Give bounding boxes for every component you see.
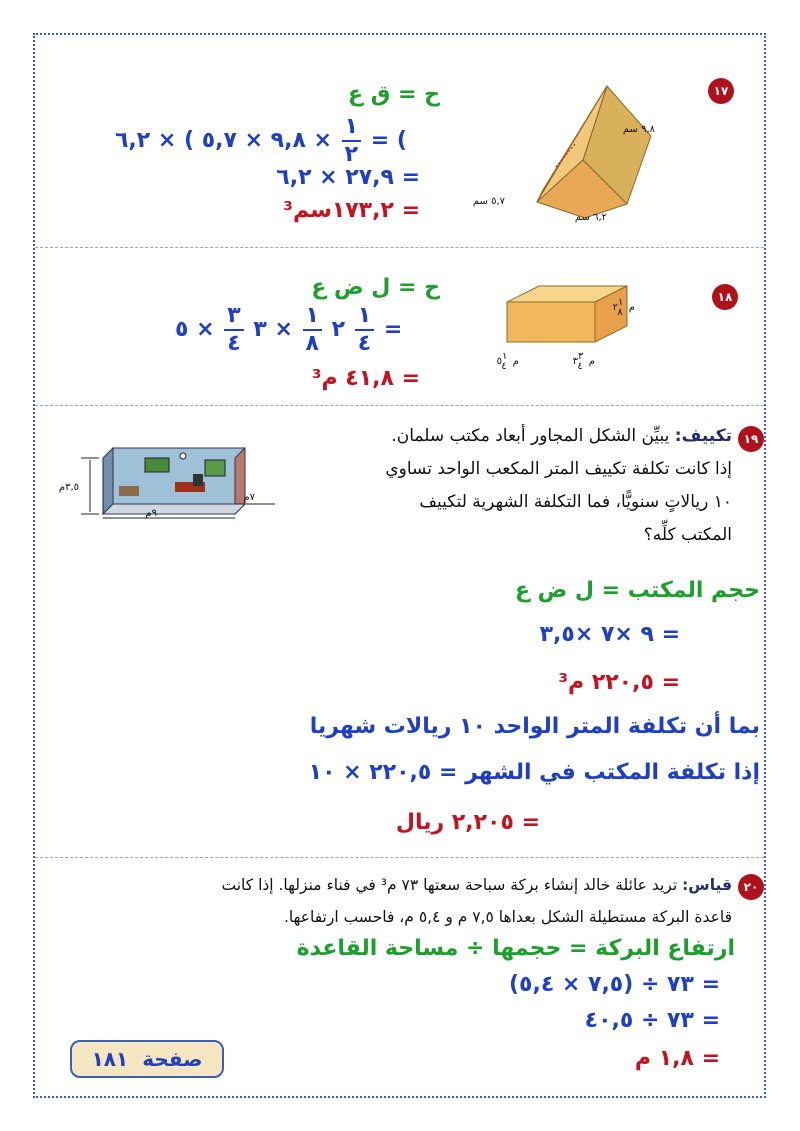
q20-line-1 (110, 869, 732, 902)
q19-sol-4: بما أن تكلفة المتر الواحد ١٠ ريالات شهريا (309, 714, 760, 739)
q19-sol-1: حجم المكتب = ل ض ع (514, 578, 760, 603)
prism-height-label: ٩,٨ سم (622, 124, 655, 135)
q17-half-fraction (342, 116, 361, 166)
q18-formula: ح = ل ض ع (311, 275, 440, 300)
separator-3 (35, 857, 764, 858)
page-label: صفحة (142, 1047, 203, 1071)
room-width-label: ٩م (145, 508, 157, 519)
triangular-prism-figure (472, 78, 675, 223)
q17-frac-num: ١ (342, 116, 361, 142)
page-number-box (70, 1040, 224, 1078)
q19-line-3: ١٠ ريالاتٍ سنويًّا، فما التكلفة الشهرية لتكييف (419, 492, 732, 512)
q17-line2: = ٢٧,٩ × ٦,٢ (276, 165, 420, 190)
q17-line1 (115, 116, 415, 166)
q17-frac-den: ٢ (344, 142, 359, 167)
q20-sol-4: = ١,٨ م (634, 1046, 720, 1071)
rectangular-prism-figure (495, 280, 695, 375)
question-20-number: ٢٠ (743, 880, 759, 894)
q20-title: قياس: (682, 876, 732, 894)
question-19-badge (738, 426, 764, 452)
q19-line-1 (320, 420, 732, 453)
room-height-label: ٣,٥م (58, 482, 79, 493)
q19-line-4: المكتب كلِّه؟ (643, 525, 732, 545)
q20-sol-1: ارتفاع البركة = حجمها ÷ مساحة القاعدة (296, 936, 735, 961)
q17-line1-head: = ( (370, 128, 407, 153)
question-17-badge (708, 78, 734, 104)
q20-sol-2: = ٧٣ ÷ (٧,٥ × ٥,٤) (508, 972, 720, 997)
room-depth-label: ٧م (243, 492, 255, 503)
q19-text-1: يبيِّن الشكل المجاور أبعاد مكتب سلمان. (391, 426, 670, 446)
q17-line3: = ١٧٣,٢سم³ (283, 198, 420, 223)
prism-length-label: ٦,٢ سم (574, 212, 607, 223)
q19-title: تكييف: (674, 426, 732, 446)
question-20-badge (738, 874, 764, 900)
q17-line1-tail: × ٩,٨ × ٥,٧ ) × ٦,٢ (115, 128, 332, 153)
question-18-badge (712, 284, 738, 310)
separator-1 (35, 247, 764, 248)
separator-2 (35, 405, 764, 406)
q18-line2: ٢ $\frac{١}{٨}$ × ٣ $\frac{٣}{٤}$ × ٥ $\frac{١}{٤}$ = (175, 303, 403, 356)
box-length-label: م٥١ ٤ (496, 351, 519, 372)
q17-formula: ح = ق ع (348, 82, 440, 107)
prism-width-label: ٥,٧ سم (472, 196, 505, 207)
q20-line-2: قاعدة البركة مستطيلة الشكل بعداها ٧,٥ م و ٥,٤ م، فاحسب ارتفاعها. (283, 908, 732, 926)
question-19-number: ١٩ (743, 432, 759, 446)
q20-sol-3: = ٧٣ ÷ ٤٠,٥ (584, 1008, 720, 1033)
q19-sol-6: = ٢,٢٠٥ ريال (395, 810, 540, 835)
q20-text-1: تريد عائلة خالد إنشاء بركة سباحة سعتها ٧٣ م³ في فناء منزلها. إذا كانت (221, 876, 678, 894)
question-18-number: ١٨ (717, 290, 733, 304)
office-room-figure (58, 438, 280, 523)
q19-sol-2: = ٩ ×٧ ×٣,٥ (539, 622, 680, 647)
question-17-number: ١٧ (713, 84, 729, 98)
box-width-label: م٣٣ ٤ (572, 351, 595, 372)
q19-sol-3: = ٢٢٠,٥ م³ (558, 670, 680, 695)
box-height-label: م٢١ ٨ (612, 297, 635, 318)
page-number: ١٨١ (91, 1047, 129, 1071)
q19-sol-5: إذا تكلفة المكتب في الشهر = ٢٢٠,٥ × ١٠ (308, 760, 760, 785)
q19-line-2: إذا كانت تكلفة تكييف المتر المكعب الواحد تساوي (385, 459, 732, 479)
q18-line3: = ٤١,٨ م³ (311, 366, 420, 391)
